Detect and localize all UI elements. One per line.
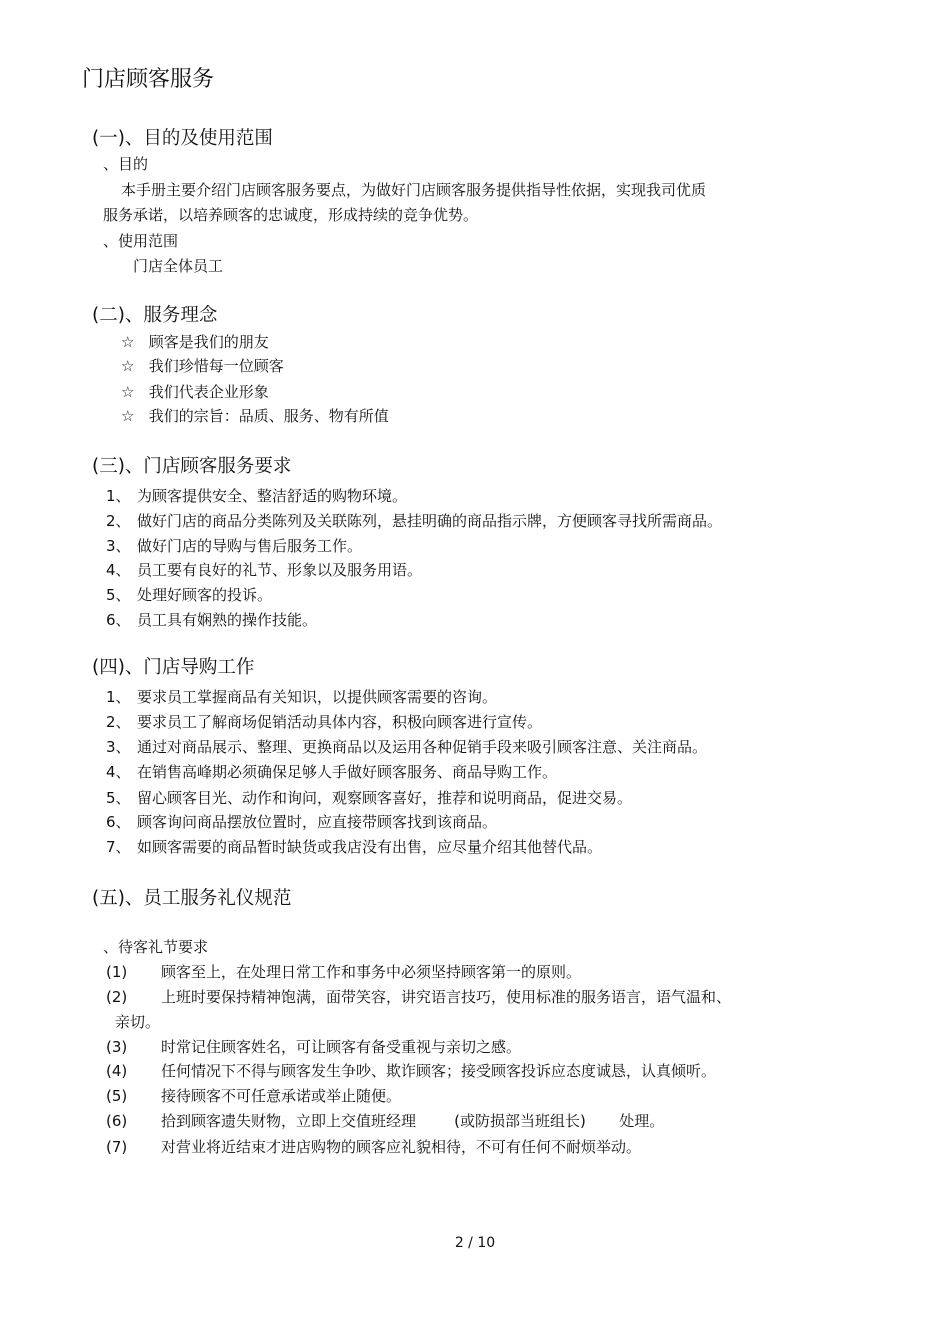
list-number: 6、 xyxy=(106,611,131,629)
list-item xyxy=(106,1060,716,1081)
list-number: 4、 xyxy=(106,561,131,579)
section-2-heading: (二)、服务理念 xyxy=(92,305,218,326)
list-item-text: 时常记住顾客姓名，可让顾客有备受重视与亲切之感。 xyxy=(161,1038,522,1056)
list-item xyxy=(106,1110,664,1131)
list-number: 2、 xyxy=(106,512,131,530)
list-item xyxy=(106,961,581,982)
purpose-text-line-2: 服务承诺，以培养顾客的忠诚度，形成持续的竞争优势。 xyxy=(103,206,479,224)
star-icon: ☆ xyxy=(121,407,135,425)
list-item-text: 员工具有娴熟的操作技能。 xyxy=(137,611,318,629)
document-title: 门店顾客服务 xyxy=(82,67,215,92)
purpose-text-line-1: 本手册主要介绍门店顾客服务要点，为做好门店顾客服务提供指导性依据，实现我司优质 xyxy=(121,181,707,199)
section-4-heading: (四)、门店导购工作 xyxy=(92,657,255,678)
list-item xyxy=(106,811,497,832)
list-item xyxy=(106,711,542,732)
list-item xyxy=(106,986,731,1007)
section-5-heading: (五)、员工服务礼仪规范 xyxy=(92,888,292,909)
list-item xyxy=(106,559,422,580)
list-item-text: 要求员工掌握商品有关知识，以提供顾客需要的咨询。 xyxy=(137,688,498,706)
list-item-text: 拾到顾客遗失财物，立即上交值班经理 (或防损部当班组长) 处理。 xyxy=(161,1112,665,1130)
list-item xyxy=(106,1036,521,1057)
list-number: 6、 xyxy=(106,813,131,831)
page-number: 2 / 10 xyxy=(454,1235,496,1251)
list-item-text: 我们的宗旨：品质、服务、物有所值 xyxy=(148,407,389,425)
list-item xyxy=(106,535,362,556)
list-item xyxy=(121,405,389,426)
list-item-text: 要求员工了解商场促销活动具体内容，积极向顾客进行宣传。 xyxy=(137,713,543,731)
list-number: 2、 xyxy=(106,713,131,731)
list-item xyxy=(106,510,722,531)
list-item-text: 员工要有良好的礼节、形象以及服务用语。 xyxy=(137,561,423,579)
section-1-heading: (一)、目的及使用范围 xyxy=(92,128,273,149)
list-number: (7) xyxy=(106,1138,128,1156)
list-item-text: 顾客是我们的朋友 xyxy=(148,333,269,351)
list-item xyxy=(106,1136,641,1157)
list-item xyxy=(106,1085,401,1106)
list-item-text: 顾客询问商品摆放位置时，应直接带顾客找到该商品。 xyxy=(137,813,498,831)
list-item-text: 留心顾客目光、动作和询问，观察顾客喜好，推荐和说明商品，促进交易。 xyxy=(137,789,633,807)
section-3-heading: (三)、门店顾客服务要求 xyxy=(92,456,292,477)
list-item xyxy=(106,686,497,707)
list-item-text: 上班时要保持精神饱满，面带笑容，讲究语言技巧，使用标准的服务语言，语气温和、 xyxy=(161,988,732,1006)
list-item xyxy=(106,761,557,782)
list-number: (2) xyxy=(106,988,128,1006)
list-item xyxy=(106,584,272,605)
list-number: 7、 xyxy=(106,838,131,856)
list-item-text: 顾客至上，在处理日常工作和事务中必须坚持顾客第一的原则。 xyxy=(161,963,582,981)
list-number: 3、 xyxy=(106,537,131,555)
list-item xyxy=(106,736,707,757)
star-icon: ☆ xyxy=(121,357,135,375)
star-icon: ☆ xyxy=(121,333,135,351)
list-item xyxy=(106,787,632,808)
list-number: 1、 xyxy=(106,688,131,706)
list-item-text: 做好门店的导购与售后服务工作。 xyxy=(137,537,363,555)
list-item xyxy=(106,836,602,857)
list-item-text: 处理好顾客的投诉。 xyxy=(137,586,273,604)
list-item-text: 做好门店的商品分类陈列及关联陈列，悬挂明确的商品指示牌，方便顾客寻找所需商品。 xyxy=(137,512,723,530)
list-number: 3、 xyxy=(106,738,131,756)
list-item-text: 为顾客提供安全、整洁舒适的购物环境。 xyxy=(137,487,408,505)
list-item-continuation: 亲切。 xyxy=(115,1013,161,1031)
list-item xyxy=(106,609,317,630)
list-item-text: 我们珍惜每一位顾客 xyxy=(148,357,284,375)
purpose-label: 、目的 xyxy=(103,155,149,173)
scope-label: 、使用范围 xyxy=(103,232,179,250)
list-number: 5、 xyxy=(106,789,131,807)
list-item xyxy=(106,485,407,506)
list-number: (3) xyxy=(106,1038,128,1056)
list-item xyxy=(121,331,269,352)
list-number: 5、 xyxy=(106,586,131,604)
scope-text: 门店全体员工 xyxy=(133,257,224,275)
list-item-text: 通过对商品展示、整理、更换商品以及运用各种促销手段来吸引顾客注意、关注商品。 xyxy=(137,738,708,756)
star-icon: ☆ xyxy=(121,383,135,401)
list-item-text: 如顾客需要的商品暂时缺货或我店没有出售，应尽量介绍其他替代品。 xyxy=(137,838,603,856)
list-item xyxy=(121,381,269,402)
list-number: 4、 xyxy=(106,763,131,781)
list-number: (4) xyxy=(106,1062,128,1080)
list-number: (1) xyxy=(106,963,128,981)
list-item-text: 我们代表企业形象 xyxy=(148,383,269,401)
list-item-text: 在销售高峰期必须确保足够人手做好顾客服务、商品导购工作。 xyxy=(137,763,558,781)
list-number: (5) xyxy=(106,1087,128,1105)
list-item-text: 对营业将近结束才进店购物的顾客应礼貌相待，不可有任何不耐烦举动。 xyxy=(161,1138,642,1156)
list-item-text: 任何情况下不得与顾客发生争吵、欺诈顾客；接受顾客投诉应态度诚恳，认真倾听。 xyxy=(161,1062,717,1080)
courtesy-label: 、待客礼节要求 xyxy=(103,938,209,956)
list-number: (6) xyxy=(106,1112,128,1130)
list-item xyxy=(121,355,284,376)
list-item-text: 接待顾客不可任意承诺或举止随便。 xyxy=(161,1087,402,1105)
list-number: 1、 xyxy=(106,487,131,505)
